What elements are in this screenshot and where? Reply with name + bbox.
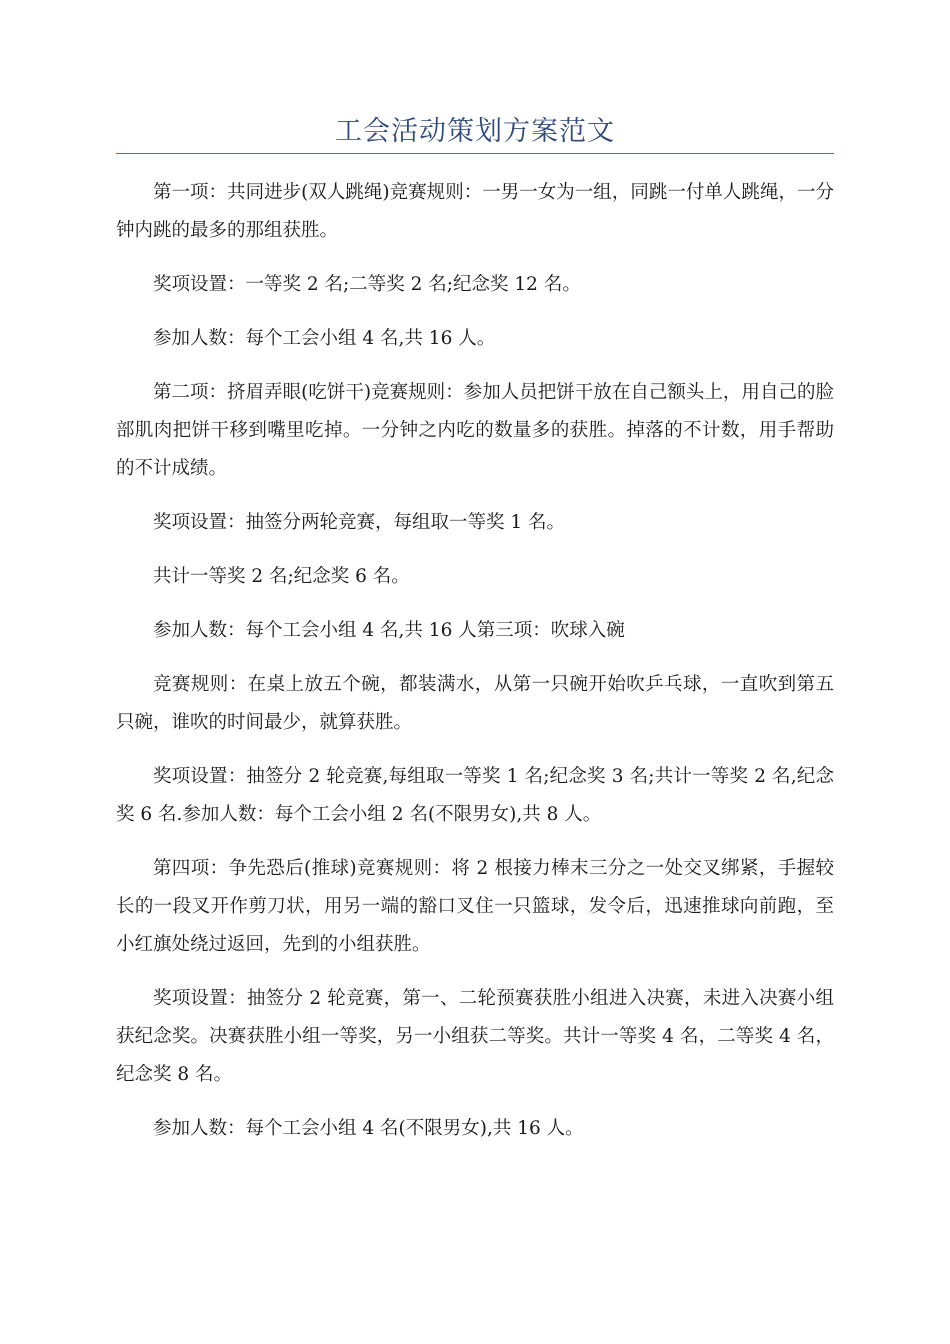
paragraph-8: 竞赛规则：在桌上放五个碗，都装满水，从第一只碗开始吹乒乓球，一直吹到第五只碗，谁吹的时间最少，就算获胜。 [116,674,834,733]
paragraph-10: 第四项：争先恐后(推球)竞赛规则：将 2 根接力棒末三分之一处交叉绑紧，手握较长的一段叉开作剪刀状，用另一端的豁口叉住一只篮球，发令后，迅速推球向前跑，至小红旗处绕过返回，先到的小组获胜。 [116,858,834,955]
document-body [116,174,834,1164]
document-title: 工会活动策划方案范文 [335,116,615,147]
paragraph-5: 奖项设置：抽签分两轮竞赛，每组取一等奖 1 名。 [153,512,566,533]
paragraph-1: 第一项：共同进步(双人跳绳)竞赛规则：一男一女为一组，同跳一付单人跳绳，一分钟内跳的最多的那组获胜。 [116,182,834,241]
paragraph-6: 共计一等奖 2 名;纪念奖 6 名。 [153,566,410,587]
paragraph-11: 奖项设置：抽签分 2 轮竞赛，第一、二轮预赛获胜小组进入决赛，未进入决赛小组获纪念奖。决赛获胜小组一等奖，另一小组获二等奖。共计一等奖 4 名，二等奖 4 名，纪念奖 8 名。 [116,988,834,1085]
paragraph-3: 参加人数：每个工会小组 4 名,共 16 人。 [153,328,496,349]
paragraph-2: 奖项设置：一等奖 2 名;二等奖 2 名;纪念奖 12 名。 [153,274,581,295]
paragraph-12: 参加人数：每个工会小组 4 名(不限男女),共 16 人。 [153,1118,584,1139]
title-underline [116,153,834,154]
paragraph-9: 奖项设置：抽签分 2 轮竞赛,每组取一等奖 1 名;纪念奖 3 名;共计一等奖 2 名,纪念奖 6 名.参加人数：每个工会小组 2 名(不限男女),共 8 人。 [116,766,834,825]
paragraph-4: 第二项：挤眉弄眼(吃饼干)竞赛规则：参加人员把饼干放在自己额头上，用自己的脸部肌肉把饼干移到嘴里吃掉。一分钟之内吃的数量多的获胜。掉落的不计数，用手帮助的不计成绩。 [116,382,834,479]
paragraph-7: 参加人数：每个工会小组 4 名,共 16 人第三项：吹球入碗 [153,620,625,641]
